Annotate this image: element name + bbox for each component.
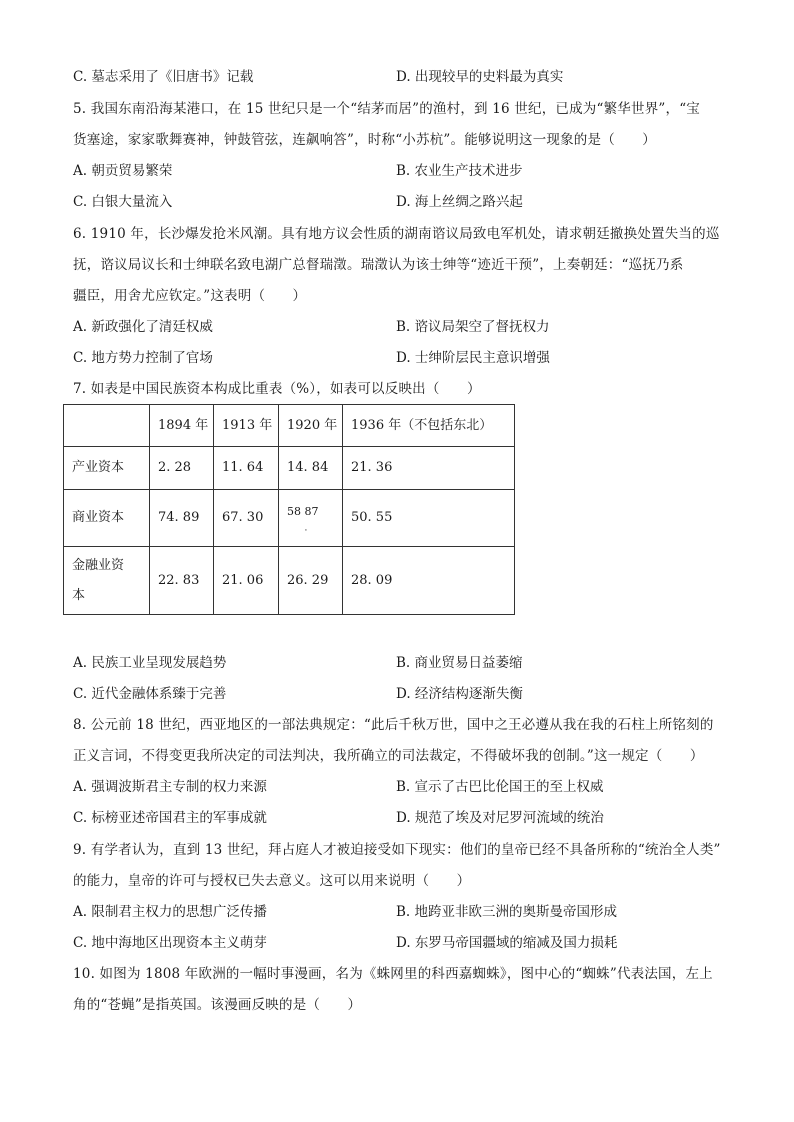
stray-dot: · (304, 525, 308, 536)
table-cell: 2. 28 (150, 447, 214, 490)
q6-stem-line2: 抚，谘议局议长和士绅联名致电湖广总督瑞澂。瑞澂认为该士绅等“迹近干预”，上奏朝廷：“巡抚乃系 (73, 257, 684, 273)
table-row (64, 447, 515, 490)
q9-option-d: D. 东罗马帝国疆域的缩减及国力损耗 (396, 935, 618, 951)
q8-stem-line1: 8. 公元前 18 世纪，西亚地区的一部法典规定：“此后千秋万世，国中之王必遵从我在我的石柱上所铭刻的 (73, 717, 714, 733)
q6-option-c: C. 地方势力控制了官场 (73, 350, 213, 366)
capital-composition-table (63, 404, 515, 615)
q9-option-a: A. 限制君主权力的思想广泛传播 (73, 904, 267, 920)
q9-option-b: B. 地跨亚非欧三洲的奥斯曼帝国形成 (396, 904, 618, 920)
table-row (64, 547, 515, 615)
q7-option-c: C. 近代金融体系臻于完善 (73, 686, 227, 702)
table-cell (279, 490, 343, 547)
q10-stem-line2: 角的“苍蝇”是指英国。该漫画反映的是（ ） (73, 997, 362, 1013)
q9-stem-line1: 9. 有学者认为，直到 13 世纪，拜占庭人才被迫接受如下现实：他们的皇帝已经不具备所称的“统治全人类” (73, 842, 721, 858)
q5-option-b: B. 农业生产技术进步 (396, 163, 523, 179)
q8-option-c: C. 标榜亚述帝国君主的军事成就 (73, 810, 267, 826)
q4-option-c: C. 墓志采用了《旧唐书》记载 (73, 69, 254, 85)
row-label-part1: 金融业资 (72, 557, 125, 573)
table-cell: 28. 09 (343, 547, 515, 615)
table-header-row (64, 405, 515, 447)
q7-option-d: D. 经济结构逐渐失衡 (396, 686, 523, 702)
table-cell: 26. 29 (279, 547, 343, 615)
q6-stem-line1: 6. 1910 年，长沙爆发抢米风潮。具有地方议会性质的湖南谘议局致电军机处，请求朝廷撤换处置失当的巡 (73, 226, 720, 242)
table-cell: 14. 84 (279, 447, 343, 490)
table-header-cell: 1936 年（不包括东北） (343, 405, 515, 447)
q6-stem-line3: 疆臣，用舍尤应钦定。”这表明（ ） (73, 288, 307, 304)
q8-stem-line2: 正义言词，不得变更我所决定的司法判决，我所确立的司法裁定，不得破坏我的创制。”这一规定（ ） (73, 748, 704, 764)
table-cell: 74. 89 (150, 490, 214, 547)
q6-option-d: D. 士绅阶层民主意识增强 (396, 350, 550, 366)
table-cell-value: 58 87 (287, 504, 319, 518)
table-cell: 21. 36 (343, 447, 515, 490)
row-label-part2: 本 (72, 587, 86, 603)
q9-option-c: C. 地中海地区出现资本主义萌芽 (73, 935, 267, 951)
table-cell: 21. 06 (214, 547, 279, 615)
table-cell: 50. 55 (343, 490, 515, 547)
q8-option-d: D. 规范了埃及对尼罗河流域的统治 (396, 810, 604, 826)
table-header-cell (64, 405, 150, 447)
q9-stem-line2: 的能力，皇帝的许可与授权已失去意义。这可以用来说明（ ） (73, 873, 471, 889)
q4-option-d: D. 出现较早的史料最为真实 (396, 69, 564, 85)
table-header-cell: 1894 年 (150, 405, 214, 447)
table-row (64, 490, 515, 547)
q7-option-b: B. 商业贸易日益萎缩 (396, 655, 523, 671)
table-row-label: 产业资本 (64, 447, 150, 490)
q8-option-a: A. 强调波斯君主专制的权力来源 (73, 779, 267, 795)
table-header-cell: 1920 年 (279, 405, 343, 447)
q6-option-a: A. 新政强化了清廷权威 (73, 319, 213, 335)
q6-option-b: B. 谘议局架空了督抚权力 (396, 319, 550, 335)
table-cell: 67. 30 (214, 490, 279, 547)
q7-stem-line1: 7. 如表是中国民族资本构成比重表（%），如表可以反映出（ ） (73, 381, 481, 397)
table-row-label (64, 547, 150, 615)
q8-option-b: B. 宣示了古巴比伦国王的至上权威 (396, 779, 604, 795)
q7-option-a: A. 民族工业呈现发展趋势 (73, 655, 227, 671)
q5-option-c: C. 白银大量流入 (73, 194, 173, 210)
q10-stem-line1: 10. 如图为 1808 年欧洲的一幅时事漫画，名为《蛛网里的科西嘉蜘蛛》，图中心的“蜘蛛”代表法国，左上 (73, 966, 713, 982)
table-header-cell: 1913 年 (214, 405, 279, 447)
q5-option-a: A. 朝贡贸易繁荣 (73, 163, 173, 179)
table-cell: 11. 64 (214, 447, 279, 490)
table-row-label: 商业资本 (64, 490, 150, 547)
q5-stem-line1: 5. 我国东南沿海某港口，在 15 世纪只是一个“结茅而居”的渔村，到 16 世纪，已成为“繁华世界”，“宝 (73, 101, 700, 117)
table-cell: 22. 83 (150, 547, 214, 615)
q5-stem-line2: 货塞途，家家歌舞赛神，钟鼓管弦，连飙响答”，时称“小苏杭”。能够说明这一现象的是（ ） (73, 132, 657, 148)
q5-option-d: D. 海上丝绸之路兴起 (396, 194, 523, 210)
